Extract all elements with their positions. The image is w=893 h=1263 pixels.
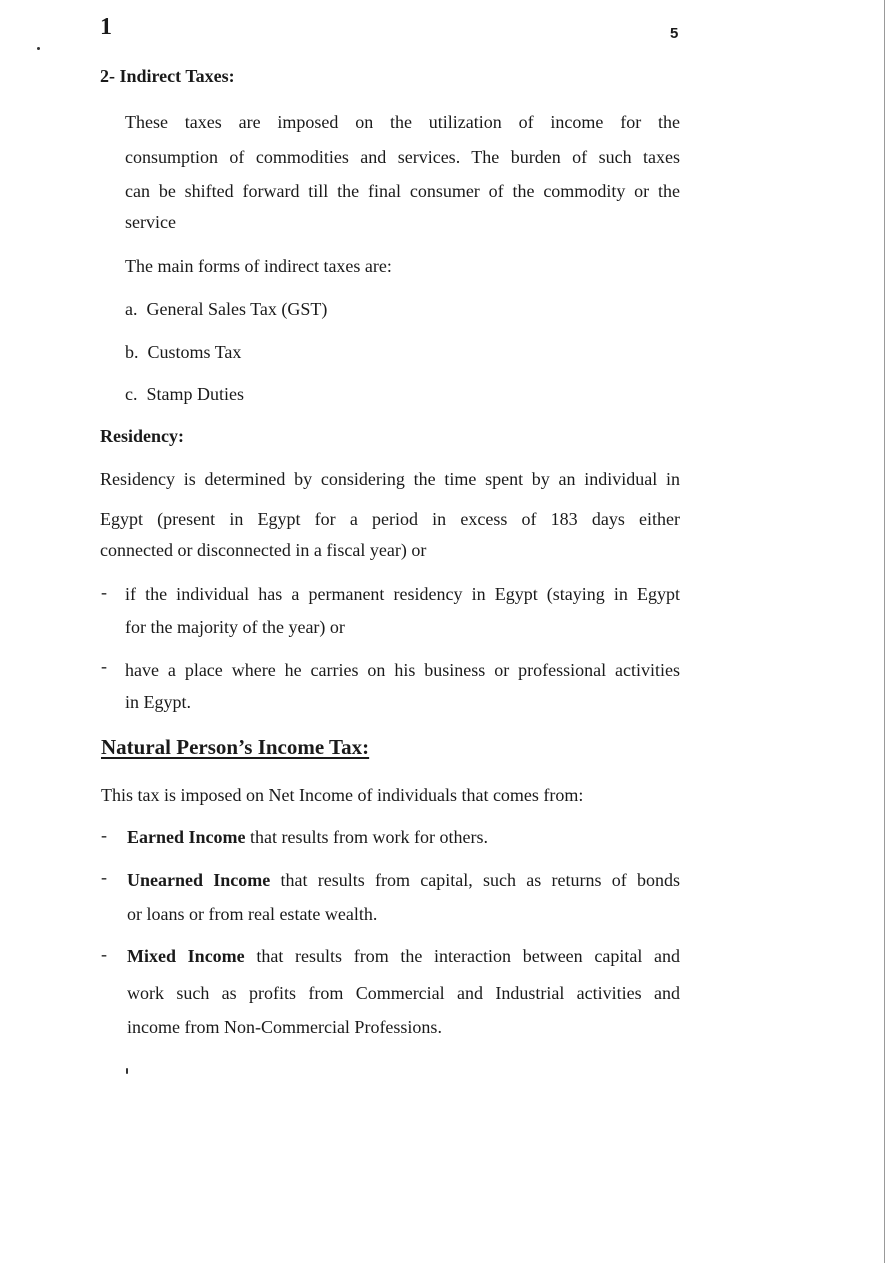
income-item-unearned-line-2: or loans or from real estate wealth. [127, 904, 378, 924]
residency-bullet-1-line-2: for the majority of the year) or [125, 617, 345, 637]
form-marker: a. [125, 299, 138, 319]
residency-para-line-1: Residency is determined by considering the time spent by an individual in [100, 469, 680, 489]
indirect-para-line-3: can be shifted forward till the final consumer of the commodity or the [125, 181, 680, 201]
bullet-dash: - [101, 825, 107, 845]
form-item-gst [125, 299, 327, 319]
residency-para-line-3: connected or disconnected in a fiscal year) or [100, 540, 427, 560]
page-number: 5 [670, 25, 679, 42]
corner-number: 1 [100, 14, 112, 40]
indirect-para-line-2: consumption of commodities and services. The burden of such taxes [125, 147, 680, 167]
form-item-customs [125, 342, 241, 362]
bullet-dash: - [101, 582, 107, 602]
residency-bullet-1-line-1: if the individual has a permanent residency in Egypt (staying in Egypt [125, 584, 680, 604]
residency-bullet-2-line-1: have a place where he carries on his business or professional activities [125, 660, 680, 680]
income-item-desc: that results from work for others. [245, 827, 488, 847]
bullet-dash: - [101, 656, 107, 676]
income-intro: This tax is imposed on Net Income of individuals that comes from: [101, 785, 584, 805]
residency-bullet-2-line-2: in Egypt. [125, 692, 191, 712]
income-item-mixed [127, 946, 680, 966]
page-edge-line [884, 0, 885, 1263]
indirect-para-line-1: These taxes are imposed on the utilization of income for the [125, 112, 680, 132]
income-item-desc: that results from capital, such as returns of bonds [270, 870, 680, 890]
income-item-term: Earned Income [127, 827, 246, 847]
scan-speck [37, 47, 40, 50]
bullet-dash: - [101, 944, 107, 964]
bullet-dash: - [101, 867, 107, 887]
indirect-forms-intro: The main forms of indirect taxes are: [125, 256, 392, 276]
income-item-mixed-line-2: work such as profits from Commercial and Industrial activities and [127, 983, 680, 1003]
income-item-earned [127, 827, 488, 847]
form-item-stamp [125, 384, 244, 404]
income-item-desc: that results from the interaction between capital and [244, 946, 681, 966]
indirect-para-line-4: service [125, 212, 176, 232]
income-item-term: Mixed Income [127, 946, 245, 966]
residency-para-line-2: Egypt (present in Egypt for a period in excess of 183 days either [100, 509, 680, 529]
form-text: Customs Tax [147, 342, 242, 362]
income-item-unearned [127, 870, 680, 890]
form-text: General Sales Tax (GST) [146, 299, 328, 319]
residency-heading: Residency: [100, 426, 184, 446]
income-tax-heading: Natural Person’s Income Tax: [101, 735, 370, 759]
income-item-mixed-line-3: income from Non-Commercial Professions. [127, 1017, 442, 1037]
form-text: Stamp Duties [146, 384, 244, 404]
scan-mark [126, 1068, 128, 1074]
form-marker: b. [125, 342, 139, 362]
form-marker: c. [125, 384, 138, 404]
income-item-term: Unearned Income [127, 870, 271, 890]
indirect-taxes-heading: 2- Indirect Taxes: [100, 66, 235, 86]
